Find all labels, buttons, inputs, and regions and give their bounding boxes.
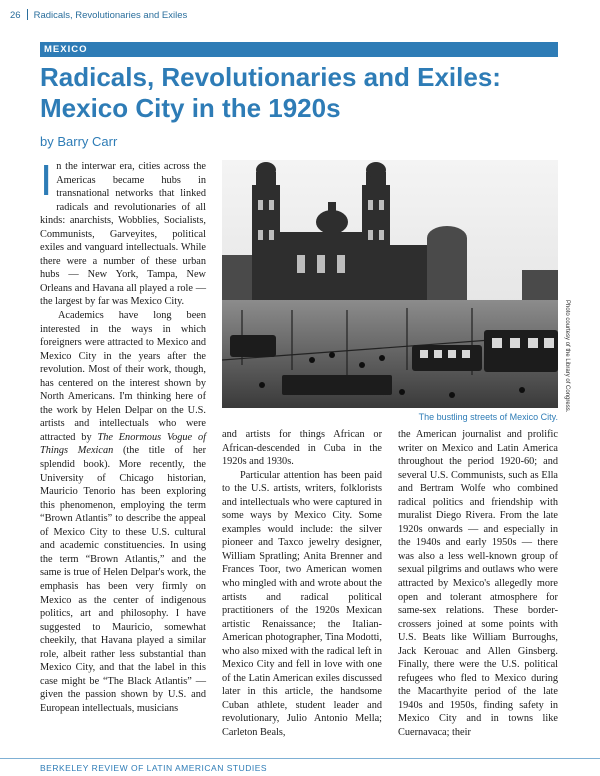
running-head xyxy=(10,9,187,21)
paragraph-text: (the title of her splendid book). More recently, the University of Chicago historian, Mauricio Tenorio has been exploring this phenomenon, employing the term “Brown Atlantis” to describe the appeal of Mexico City to these U.S. cultural and academic constituencies. In using the term “Brown Atlantis,” and the same is true of Helen Delpar's work, the emphasis has been very firmly on Mexico as the center of indigenous politics, art and philosophy. I have suggested to Mauricio, somewhat cheekily, that Havana played a similar role, albeit rather less substantial than Mexico City, and that the label in this case might be “The Black Atlantis” — given the passion shown by U.S. and European intellectuals, musicians xyxy=(40,445,207,714)
section-tag: MEXICO xyxy=(40,42,558,57)
footer-rule xyxy=(0,758,600,759)
photo-caption: The bustling streets of Mexico City. xyxy=(418,412,558,422)
title-line-2: Mexico City in the 1920s xyxy=(40,93,341,123)
photo-credit-text: Photo courtesy of the Library of Congress. xyxy=(564,300,570,413)
paragraph-text: Academics have long been interested in the ways in which foreigners were attracted to Mexico and Mexico City in the years after the revolution. Most of their work, though, has centered on the interest shown by North Americans. I'm thinking here of the work by Helen Delpar on the U.S. artists and intellectuals who were attracted by xyxy=(40,310,206,443)
column-1 xyxy=(40,156,207,715)
column-2 xyxy=(222,428,382,740)
article-title xyxy=(40,62,570,124)
running-head-divider xyxy=(27,9,28,20)
mexico-city-photo xyxy=(222,160,558,408)
column-3-paragraph-1: the American journalist and prolific writer on Mexico and Latin America throughout the period 1920-60; and several U.S. Communists, such as Ella and Bertram Wolfe who combined radical politics and friendship with muralist Diego Rivera. From the late 1920s onwards — and especially in the 1940s and early 1950s — there was also a less well-known group of sexual pilgrims and outlaws who were attracted by Mexico's allegedly more open and tolerant atmosphere for same-sex relations. These border-crossers joined at some points with U.S. Beats like William Burroughs, Jack Kerouac and Allen Ginsberg. Finally, there were the U.S. political refugees who fled to Mexico during the Macarthyite period of the late 1940s and 1950s, finding safety in Mexico City and in towns like Cuernavaca; their xyxy=(398,429,558,739)
photo-credit xyxy=(560,300,572,420)
column-1-paragraph-2 xyxy=(40,309,206,715)
running-head-title: Radicals, Revolutionaries and Exiles xyxy=(33,10,188,21)
column-1-paragraph-1 xyxy=(40,156,206,309)
footer-journal-name: BERKELEY REVIEW OF LATIN AMERICAN STUDIES xyxy=(40,763,268,773)
column-3 xyxy=(398,428,558,740)
column-2-paragraph-2: Particular attention has been paid to the U.S. artists, writers, folklorists and intellectuals who were captured in some ways by Mexico City. Some examples would include: the silver pioneer and Taxco jewelry designer, William Spratling; Anita Brenner and Frances Toor, two American women who mingled with and wrote about the artists and radical political practitioners of the 1920s Mexican artistic Renaissance; the Italian-American photographer, Tina Modotti, who also mixed with the radical left in Mexico City and fell in love with one of the Latin American exiles discussed later in this article, the handsome Cuban athlete, student leader and revolutionary, Julio Antonio Mella; Carleton Beals, xyxy=(222,469,382,739)
title-line-1: Radicals, Revolutionaries and Exiles: xyxy=(40,62,501,92)
drop-cap: I xyxy=(40,156,53,205)
column-2-paragraph-1: and artists for things African or African-descended in Cuba in the 1920s and 1930s. xyxy=(222,429,382,468)
byline: by Barry Carr xyxy=(40,134,118,149)
book-title: The Enormous Vogue of Things Mexican xyxy=(40,431,206,457)
paragraph-text: n the interwar era, cities across the Americas became hubs in transnational networks that linked radicals and revolutionaries of all kinds: anarchists, Wobblies, Socialists, Communists, Garveyites, political exiles and vanguard intellectuals. While there were a number of these urban hubs — New York, Tampa, New Orleans and Havana all played a role — the largest by far was Mexico City. xyxy=(40,161,206,308)
page-number: 26 xyxy=(10,10,21,21)
